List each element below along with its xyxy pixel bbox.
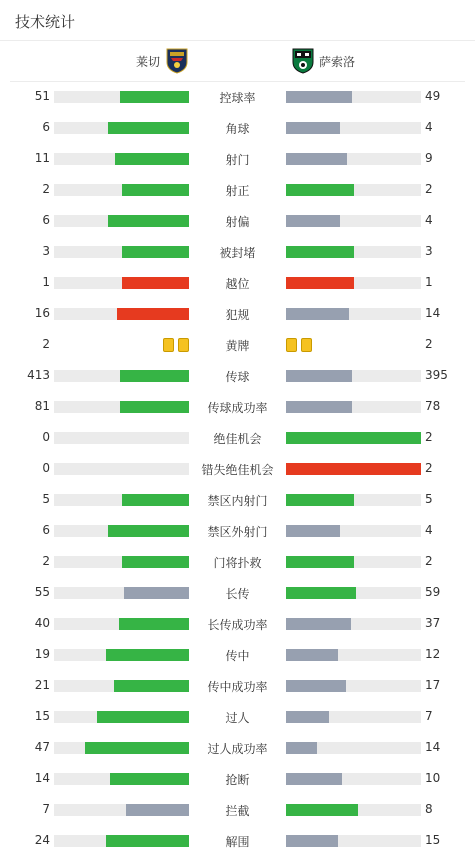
home-bar-track <box>54 215 189 227</box>
stat-row <box>0 640 475 671</box>
stat-label: 绝佳机会 <box>213 432 262 446</box>
home-bar-track <box>54 463 189 475</box>
stats-list <box>0 82 475 857</box>
home-bar-track <box>54 742 189 754</box>
home-bar-track <box>54 277 189 289</box>
away-bar-track <box>286 680 421 692</box>
away-bar-fill <box>286 91 352 103</box>
home-value: 21 <box>34 678 50 692</box>
away-bar-fill <box>286 835 338 847</box>
away-bar-track <box>286 370 421 382</box>
away-bar-fill <box>286 308 349 320</box>
away-value: 15 <box>425 833 441 847</box>
stat-label: 错失绝佳机会 <box>201 463 274 477</box>
home-bar-fill <box>126 804 189 816</box>
stat-label: 射正 <box>225 184 250 198</box>
away-yellow-cards <box>286 338 421 352</box>
away-bar-track <box>286 184 421 196</box>
home-value: 0 <box>42 430 50 444</box>
away-bar-fill <box>286 773 342 785</box>
stat-row <box>0 82 475 113</box>
home-bar-fill <box>122 556 190 568</box>
away-bar-track <box>286 742 421 754</box>
away-value: 59 <box>425 585 441 599</box>
lecce-crest-icon <box>166 48 188 74</box>
away-bar-fill <box>286 122 340 134</box>
stat-label: 门将扑救 <box>213 556 262 570</box>
home-bar-fill <box>124 587 189 599</box>
home-bar-fill <box>115 153 189 165</box>
home-value: 14 <box>34 771 50 785</box>
stat-label: 长传成功率 <box>207 618 268 632</box>
home-bar-fill <box>106 835 189 847</box>
home-bar-track <box>54 804 189 816</box>
away-bar-track <box>286 556 421 568</box>
stat-row <box>0 330 475 361</box>
stat-row <box>0 826 475 857</box>
stat-row <box>0 516 475 547</box>
away-bar-track <box>286 835 421 847</box>
stat-row <box>0 299 475 330</box>
stat-row <box>0 795 475 826</box>
home-bar-track <box>54 494 189 506</box>
away-value: 1 <box>425 275 433 289</box>
away-bar-track <box>286 587 421 599</box>
stat-row <box>0 733 475 764</box>
stat-row <box>0 206 475 237</box>
home-bar-fill <box>122 246 190 258</box>
away-bar-fill <box>286 525 340 537</box>
yellow-card-icon <box>178 338 189 352</box>
home-value: 3 <box>42 244 50 258</box>
home-bar-track <box>54 401 189 413</box>
away-bar-track <box>286 432 421 444</box>
away-value: 14 <box>425 740 441 754</box>
away-bar-fill <box>286 432 421 444</box>
stat-row <box>0 702 475 733</box>
home-bar-fill <box>85 742 189 754</box>
stat-label: 抢断 <box>225 773 250 787</box>
away-bar-track <box>286 246 421 258</box>
away-bar-track <box>286 91 421 103</box>
away-bar-fill <box>286 215 340 227</box>
home-bar-track <box>54 556 189 568</box>
home-bar-track <box>54 370 189 382</box>
home-value: 40 <box>34 616 50 630</box>
home-value: 2 <box>42 182 50 196</box>
stat-row <box>0 268 475 299</box>
home-value: 6 <box>42 120 50 134</box>
home-bar-fill <box>120 370 189 382</box>
away-bar-track <box>286 525 421 537</box>
away-value: 4 <box>425 213 433 227</box>
home-value: 16 <box>34 306 50 320</box>
away-bar-fill <box>286 742 317 754</box>
stat-label: 射门 <box>225 153 250 167</box>
yellow-card-icon <box>286 338 297 352</box>
home-value: 413 <box>27 368 50 382</box>
home-value: 55 <box>34 585 50 599</box>
stat-label: 传球成功率 <box>207 401 268 415</box>
home-value: 2 <box>42 337 50 351</box>
home-bar-track <box>54 680 189 692</box>
home-value: 6 <box>42 213 50 227</box>
stat-row <box>0 671 475 702</box>
away-bar-fill <box>286 711 329 723</box>
away-bar-track <box>286 308 421 320</box>
away-bar-track <box>286 215 421 227</box>
home-bar-track <box>54 91 189 103</box>
home-bar-fill <box>108 122 189 134</box>
away-value: 9 <box>425 151 433 165</box>
stat-row <box>0 144 475 175</box>
home-bar-track <box>54 618 189 630</box>
home-bar-fill <box>114 680 189 692</box>
away-bar-track <box>286 277 421 289</box>
away-value: 2 <box>425 554 433 568</box>
away-value: 4 <box>425 523 433 537</box>
away-bar-track <box>286 773 421 785</box>
stat-label: 控球率 <box>219 91 256 105</box>
away-bar-fill <box>286 277 354 289</box>
away-value: 2 <box>425 182 433 196</box>
stat-row <box>0 113 475 144</box>
home-bar-fill <box>97 711 189 723</box>
page-title: 技术统计 <box>15 13 76 31</box>
home-value: 0 <box>42 461 50 475</box>
stat-row <box>0 392 475 423</box>
away-bar-fill <box>286 184 354 196</box>
away-bar-track <box>286 153 421 165</box>
home-value: 81 <box>34 399 50 413</box>
home-bar-track <box>54 122 189 134</box>
home-bar-track <box>54 308 189 320</box>
home-bar-track <box>54 711 189 723</box>
away-bar-fill <box>286 401 352 413</box>
away-bar-track <box>286 401 421 413</box>
home-bar-fill <box>122 184 190 196</box>
away-bar-fill <box>286 804 358 816</box>
away-bar-fill <box>286 618 351 630</box>
away-value: 7 <box>425 709 433 723</box>
home-value: 24 <box>34 833 50 847</box>
stat-label: 黄牌 <box>225 339 250 353</box>
yellow-card-icon <box>163 338 174 352</box>
home-bar-fill <box>122 494 190 506</box>
away-value: 8 <box>425 802 433 816</box>
stat-label: 拦截 <box>225 804 250 818</box>
stat-row <box>0 175 475 206</box>
stat-label: 越位 <box>225 277 250 291</box>
home-value: 2 <box>42 554 50 568</box>
away-value: 14 <box>425 306 441 320</box>
home-bar-fill <box>120 401 189 413</box>
away-value: 49 <box>425 89 441 103</box>
stat-row <box>0 454 475 485</box>
home-value: 1 <box>42 275 50 289</box>
home-team-name: 莱切 <box>135 54 160 69</box>
away-value: 3 <box>425 244 433 258</box>
home-bar-fill <box>119 618 189 630</box>
home-value: 5 <box>42 492 50 506</box>
away-value: 2 <box>425 461 433 475</box>
away-bar-fill <box>286 246 354 258</box>
away-bar-track <box>286 618 421 630</box>
away-bar-track <box>286 711 421 723</box>
away-bar-track <box>286 122 421 134</box>
stat-label: 禁区内射门 <box>207 494 268 508</box>
away-bar-track <box>286 463 421 475</box>
away-value: 395 <box>425 368 448 382</box>
away-team-name: 萨索洛 <box>319 54 356 69</box>
away-bar-fill <box>286 463 421 475</box>
home-bar-track <box>54 649 189 661</box>
home-value: 51 <box>34 89 50 103</box>
sassuolo-crest-icon <box>292 48 314 74</box>
stat-label: 犯规 <box>225 308 250 322</box>
away-value: 5 <box>425 492 433 506</box>
home-bar-track <box>54 525 189 537</box>
teams-header <box>10 41 465 82</box>
stat-label: 长传 <box>225 587 250 601</box>
home-yellow-cards <box>54 338 189 352</box>
away-value: 37 <box>425 616 441 630</box>
yellow-card-icon <box>301 338 312 352</box>
away-value: 78 <box>425 399 441 413</box>
stat-label: 禁区外射门 <box>207 525 268 539</box>
page-header <box>0 0 475 41</box>
away-bar-fill <box>286 680 346 692</box>
away-team[interactable] <box>292 48 355 74</box>
stat-label: 过人成功率 <box>207 742 268 756</box>
home-team[interactable] <box>136 48 188 74</box>
home-bar-track <box>54 246 189 258</box>
away-bar-fill <box>286 649 338 661</box>
stat-label: 传球 <box>225 370 250 384</box>
home-bar-fill <box>117 308 189 320</box>
home-value: 19 <box>34 647 50 661</box>
stat-label: 过人 <box>225 711 250 725</box>
home-value: 7 <box>42 802 50 816</box>
stat-row <box>0 764 475 795</box>
away-bar-fill <box>286 370 352 382</box>
stat-label: 传中 <box>225 649 250 663</box>
stat-row <box>0 609 475 640</box>
stat-label: 解围 <box>225 835 250 849</box>
home-bar-fill <box>110 773 189 785</box>
away-value: 10 <box>425 771 441 785</box>
home-bar-fill <box>122 277 190 289</box>
home-value: 11 <box>34 151 50 165</box>
stat-label: 传中成功率 <box>207 680 268 694</box>
stat-label: 被封堵 <box>219 246 256 260</box>
away-value: 17 <box>425 678 441 692</box>
away-value: 12 <box>425 647 441 661</box>
stat-row <box>0 547 475 578</box>
home-bar-track <box>54 432 189 444</box>
away-bar-track <box>286 649 421 661</box>
stat-row <box>0 237 475 268</box>
stat-label: 射偏 <box>225 215 250 229</box>
home-bar-track <box>54 184 189 196</box>
stat-label: 角球 <box>225 122 250 136</box>
home-bar-fill <box>120 91 189 103</box>
away-bar-track <box>286 804 421 816</box>
home-bar-track <box>54 587 189 599</box>
home-value: 15 <box>34 709 50 723</box>
away-value: 2 <box>425 337 433 351</box>
stat-row <box>0 485 475 516</box>
home-bar-track <box>54 835 189 847</box>
away-value: 4 <box>425 120 433 134</box>
home-bar-fill <box>108 525 189 537</box>
home-bar-track <box>54 153 189 165</box>
home-value: 47 <box>34 740 50 754</box>
away-bar-fill <box>286 587 356 599</box>
away-bar-track <box>286 494 421 506</box>
stat-row <box>0 361 475 392</box>
stat-row <box>0 423 475 454</box>
home-bar-fill <box>106 649 189 661</box>
stat-row <box>0 578 475 609</box>
away-bar-fill <box>286 494 354 506</box>
home-bar-track <box>54 773 189 785</box>
away-bar-fill <box>286 556 354 568</box>
home-bar-fill <box>108 215 189 227</box>
away-bar-fill <box>286 153 347 165</box>
home-value: 6 <box>42 523 50 537</box>
away-value: 2 <box>425 430 433 444</box>
